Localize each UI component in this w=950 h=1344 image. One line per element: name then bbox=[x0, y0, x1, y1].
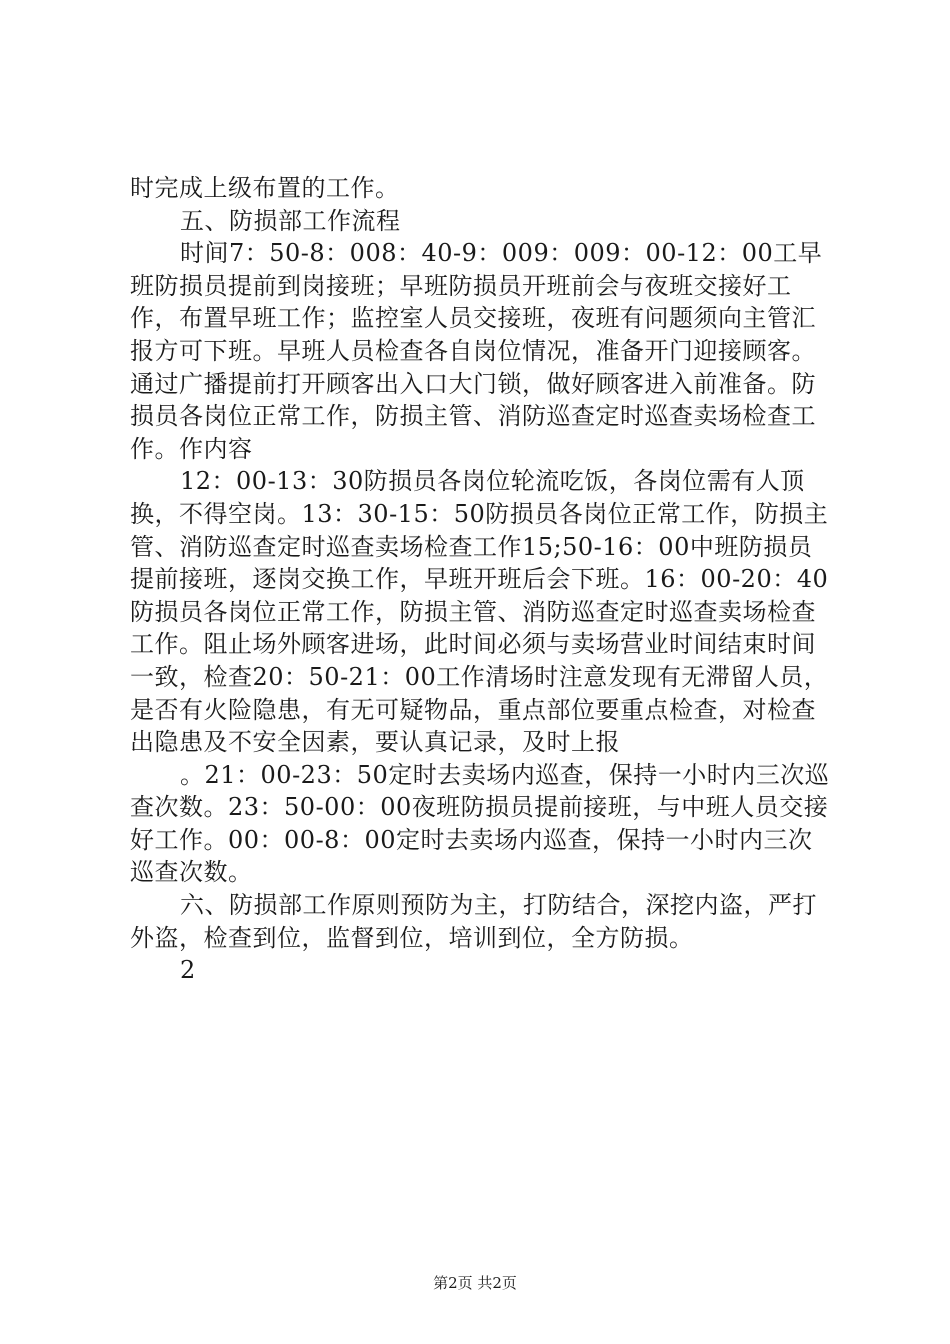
document-body bbox=[130, 172, 830, 987]
paragraph-day-shift: 12：00-13：30防损员各岗位轮流吃饭，各岗位需有人顶换，不得空岗。13：30-15：50防损员各岗位正常工作，防损主管、消防巡查定时巡查卖场检查工作15;50-16：00中班防损员提前接班，逐岗交换工作，早班开班后会下班。16：00-20：40防损员各岗位正常工作，防损主管、消防巡查定时巡查卖场检查工作。阻止场外顾客进场，此时间必须与卖场营业时间结束时间一致，检查20：50-21：00工作清场时注意发现有无滞留人员，是否有火险隐患，有无可疑物品，重点部位要重点检查，对检查出隐患及不安全因素，要认真记录，及时上报 bbox=[130, 467, 829, 757]
paragraph-work-principles: 六、防损部工作原则预防为主，打防结合，深挖内盗，严打外盗，检查到位，监督到位，培训到位，全方防损。 bbox=[130, 891, 817, 952]
paragraph-morning-shift: 时间7：50-8：008：40-9：009：009：00-12：00工早班防损员提前到岗接班；早班防损员开班前会与夜班交接好工作，布置早班工作；监控室人员交接班，夜班有问题须向主管汇报方可下班。早班人员检查各自岗位情况，准备开门迎接顾客。通过广播提前打开顾客出入口大门锁，做好顾客进入前准备。防损员各岗位正常工作，防损主管、消防巡查定时巡查卖场检查工作。作内容 bbox=[130, 239, 823, 463]
paragraph-continuation: 时完成上级布置的工作。 bbox=[130, 174, 400, 202]
section-heading-workflow: 五、防损部工作流程 bbox=[180, 206, 401, 235]
page-footer: 第2页 共2页 bbox=[433, 1274, 517, 1292]
paragraph-night-shift: 。21：00-23：50定时去卖场内巡查，保持一小时内三次巡查次数。23：50-00：00夜班防损员提前接班，与中班人员交接好工作。00：00-8：00定时去卖场内巡查，保持一小时内三次巡查次数。 bbox=[130, 760, 830, 887]
paragraph-page-number-inline: 2 bbox=[180, 956, 196, 985]
